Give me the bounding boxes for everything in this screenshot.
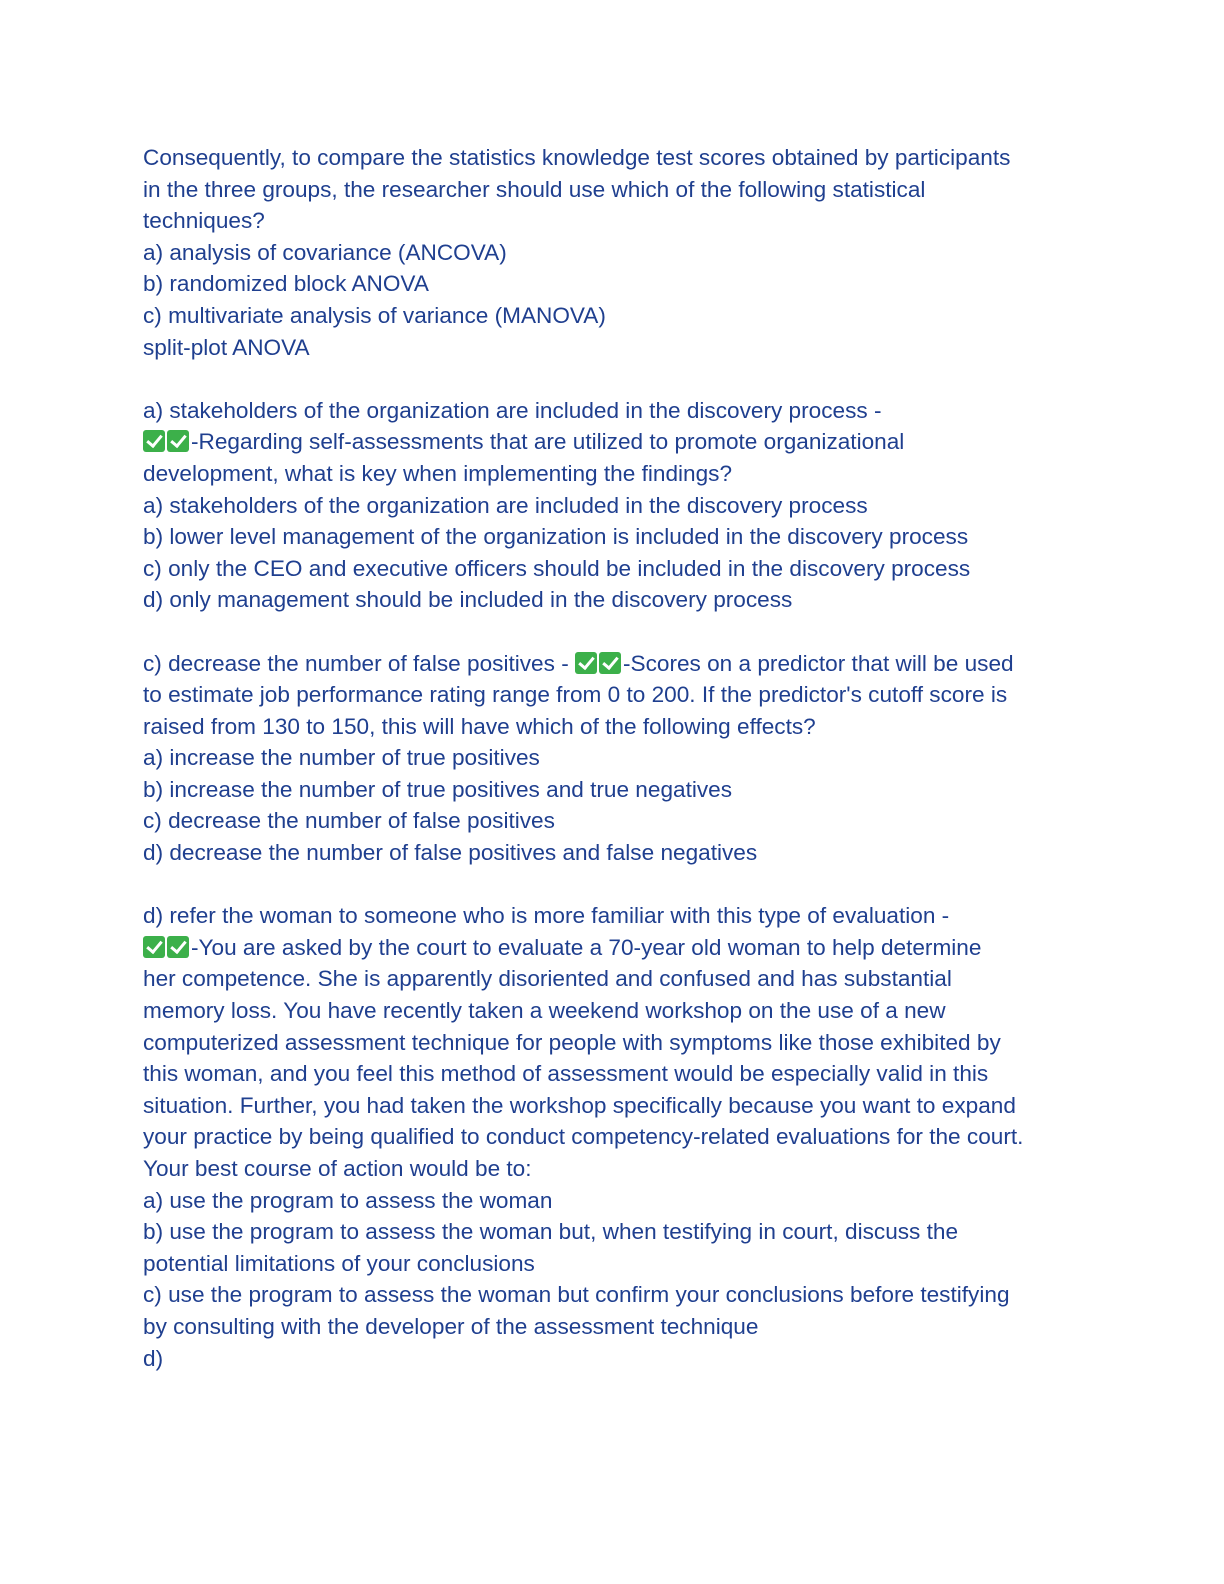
option-d: split-plot ANOVA [143,334,310,360]
text-line: computerized assessment technique for people with symptoms like those exhibited by [143,1029,1001,1055]
question-block-self-assessment [143,395,1093,616]
text-line: situation. Further, you had taken the workshop specifically because you want to expand [143,1092,1016,1118]
paragraph-gap [143,616,1093,648]
text-line: techniques? [143,208,265,234]
question-start-text: -Regarding self-assessments that are utilized to promote organizational [191,429,905,455]
text-line: her competence. She is apparently disoriented and confused and has substantial [143,966,952,992]
question-block-statistics [143,142,1093,363]
text-line: your practice by being qualified to conduct competency-related evaluations for the court. [143,1124,1024,1150]
answer-text: c) decrease the number of false positives - [143,650,575,676]
question-block-predictor [143,648,1093,869]
option-b: b) use the program to assess the woman but, when testifying in court, discuss the [143,1219,959,1245]
option-b: b) increase the number of true positives and true negatives [143,776,733,802]
question-block-court-evaluation [143,900,1093,1374]
question-start-line [143,426,1093,458]
text-line: this woman, and you feel this method of assessment would be especially valid in this [143,1061,989,1087]
option-a: a) use the program to assess the woman [143,1187,553,1213]
question-start-text: -Scores on a predictor that will be used [623,650,1014,676]
check-mark-icon [143,936,165,958]
check-mark-icon [167,936,189,958]
option-d: d) only management should be included in the discovery process [143,587,793,613]
paragraph-gap [143,869,1093,901]
option-c: c) multivariate analysis of variance (MANOVA) [143,302,606,328]
text-line: memory loss. You have recently taken a weekend workshop on the use of a new [143,998,946,1024]
check-mark-icon [575,652,597,674]
question-start-line [143,932,1093,964]
answer-line [143,648,1093,680]
text-line: Your best course of action would be to: [143,1156,532,1181]
option-b: b) randomized block ANOVA [143,271,429,297]
check-mark-icon [143,430,165,452]
option-c: c) only the CEO and executive officers should be included in the discovery process [143,555,971,581]
text-line: to estimate job performance rating range from 0 to 200. If the predictor's cutoff score is [143,682,1008,708]
option-a: a) increase the number of true positives [143,745,540,771]
option-c-continued: by consulting with the developer of the assessment technique [143,1313,759,1339]
option-c: c) decrease the number of false positives [143,808,555,834]
option-a: a) analysis of covariance (ANCOVA) [143,239,507,265]
option-c: c) use the program to assess the woman but confirm your conclusions before testifying [143,1282,1010,1308]
option-a: a) stakeholders of the organization are included in the discovery process [143,492,868,518]
check-mark-icon [167,430,189,452]
text-line: Consequently, to compare the statistics knowledge test scores obtained by participants [143,145,1011,170]
option-b: b) lower level management of the organization is included in the discovery process [143,524,969,550]
text-line: in the three groups, the researcher should use which of the following statistical [143,176,926,202]
answer-line: d) refer the woman to someone who is more familiar with this type of evaluation - [143,903,950,929]
answer-line: a) stakeholders of the organization are included in the discovery process - [143,397,882,423]
document-page [143,142,1093,1374]
check-mark-icon [599,652,621,674]
question-start-text: -You are asked by the court to evaluate a 70-year old woman to help determine [191,934,982,960]
text-line: development, what is key when implementing the findings? [143,460,733,486]
option-d: d) [143,1345,164,1371]
option-d: d) decrease the number of false positives and false negatives [143,840,758,866]
text-line: raised from 130 to 150, this will have which of the following effects? [143,713,816,739]
paragraph-gap [143,363,1093,395]
option-b-continued: potential limitations of your conclusions [143,1250,535,1276]
